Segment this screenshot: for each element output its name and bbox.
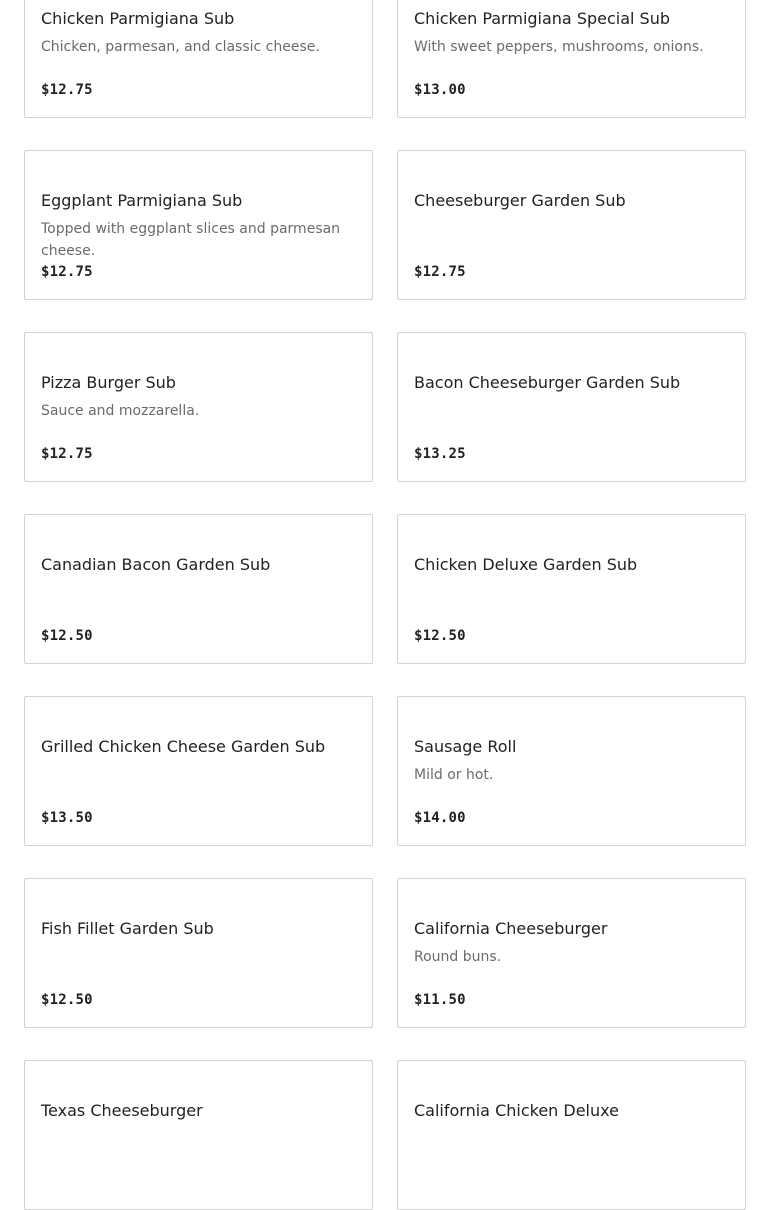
menu-item-card[interactable] [397,0,746,118]
menu-item-description: With sweet peppers, mushrooms, onions. [414,39,704,55]
menu-item-name: Sausage Roll [414,737,517,756]
menu-item-price: $13.50 [41,810,93,826]
menu-item-name: Eggplant Parmigiana Sub [41,191,243,210]
menu-item-card[interactable] [24,878,373,1028]
menu-item-card[interactable] [24,514,373,664]
menu-item-card[interactable] [397,514,746,664]
menu-item-name: California Cheeseburger [414,919,608,938]
menu-item-name: Pizza Burger Sub [41,373,176,392]
menu-item-price: $13.25 [414,446,466,462]
menu-item-price: $12.75 [414,264,466,280]
menu-item-price: $12.50 [414,628,466,644]
menu-item-card[interactable] [24,696,373,846]
menu-item-card[interactable] [24,1060,373,1210]
menu-item-card[interactable] [397,332,746,482]
menu-item-name: Texas Cheeseburger [41,1101,203,1120]
menu-item-description: Sauce and mozzarella. [41,403,200,419]
menu-item-name: California Chicken Deluxe [414,1101,619,1120]
menu-item-name: Fish Fillet Garden Sub [41,919,214,938]
menu-item-price: $12.75 [41,446,93,462]
menu-item-card[interactable] [24,332,373,482]
menu-item-card[interactable] [397,878,746,1028]
menu-item-price: $12.75 [41,82,93,98]
menu-item-card[interactable] [24,0,373,118]
menu-item-price: $13.00 [414,82,466,98]
menu-item-description: Round buns. [414,949,502,965]
menu-item-description: Topped with eggplant slices and parmesan cheese. [41,221,341,259]
menu-item-description: Chicken, parmesan, and classic cheese. [41,39,320,55]
menu-item-description: Mild or hot. [414,767,494,783]
menu-item-name: Grilled Chicken Cheese Garden Sub [41,737,326,756]
menu-item-name: Chicken Parmigiana Sub [41,9,235,28]
menu-item-price: $12.50 [41,628,93,644]
menu-item-name: Bacon Cheeseburger Garden Sub [414,373,681,392]
menu-item-name: Cheeseburger Garden Sub [414,191,626,210]
menu-item-card[interactable] [397,696,746,846]
menu-item-card[interactable] [397,1060,746,1210]
menu-item-price: $12.50 [41,992,93,1008]
menu-item-card[interactable] [24,150,373,300]
menu-item-price: $12.75 [41,264,93,280]
menu-item-card[interactable] [397,150,746,300]
menu-item-grid [24,0,746,1210]
menu-item-price: $14.00 [414,810,466,826]
menu-item-name: Chicken Parmigiana Special Sub [414,9,671,28]
menu-item-price: $11.50 [414,992,466,1008]
menu-item-name: Chicken Deluxe Garden Sub [414,555,638,574]
menu-item-name: Canadian Bacon Garden Sub [41,555,271,574]
